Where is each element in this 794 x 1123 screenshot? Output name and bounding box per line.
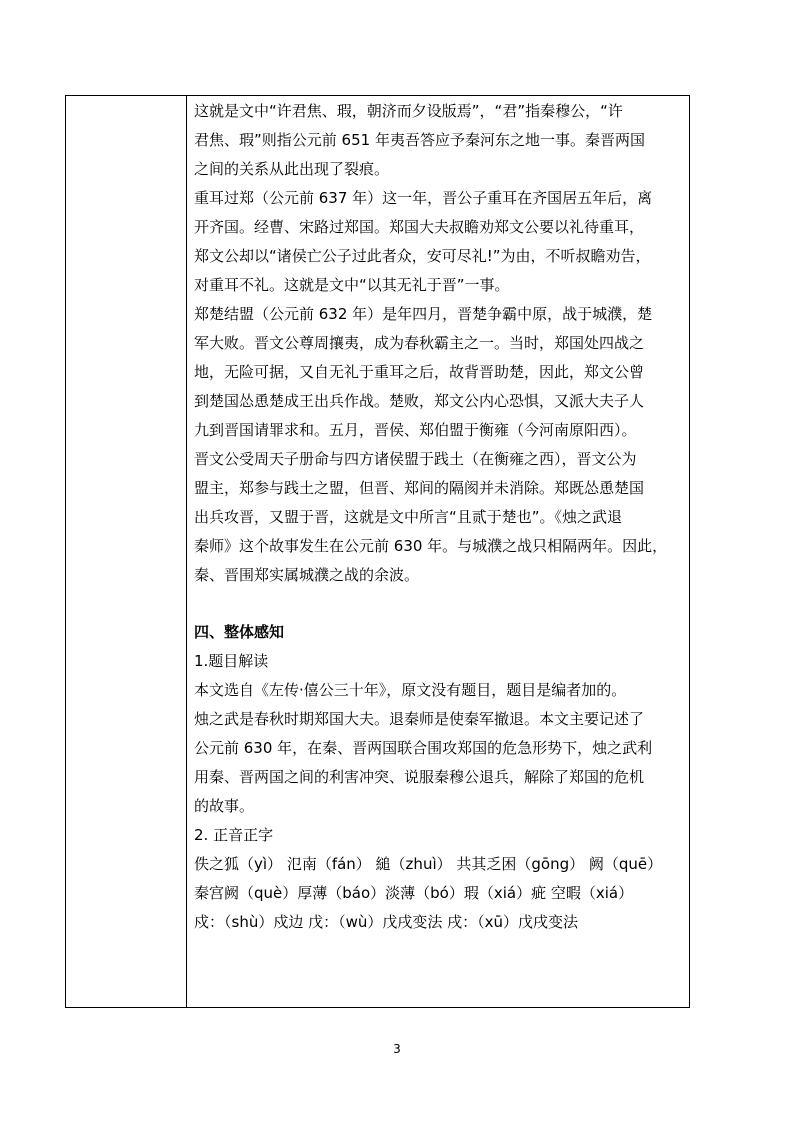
- subheading: 2. 正音正字: [194, 826, 274, 844]
- text-line: 秦师》这个故事发生在公元前 630 年。与城濮之战只相隔两年。因此，: [194, 537, 668, 555]
- text-line: 烛之武是春秋时期郑国大夫。退秦师是使秦军撤退。本文主要记述了: [194, 710, 645, 728]
- text-line: 军大败。晋文公尊周攘夷，成为春秋霸主之一。当时，郑国处四战之: [194, 334, 645, 352]
- pronunciation-line: 佚之狐（yì） 氾南（fán） 縋（zhuì） 共其乏困（gōng） 阙（quē）: [194, 855, 663, 873]
- text-line: 出兵攻晋，又盟于晋，这就是文中所言“且贰于楚也”。《烛之武退: [194, 508, 623, 526]
- text-line: 郑文公却以“诸侯亡公子过此者众，安可尽礼!”为由，不听叔瞻劝告，: [194, 247, 651, 265]
- text-line: 之间的关系从此出现了裂痕。: [194, 160, 390, 178]
- text-line: 重耳过郑（公元前 637 年）这一年，晋公子重耳在齐国居五年后，离: [194, 189, 653, 207]
- text-line: 公元前 630 年，在秦、晋两国联合围攻郑国的危急形势下，烛之武利: [194, 739, 653, 757]
- text-line: 晋文公受周天子册命与四方诸侯盟于践土（在衡雍之西），晋文公为: [194, 450, 637, 468]
- text-line: 盟主，郑参与践土之盟，但晋、郑间的隔阂并未消除。郑既怂恿楚国: [194, 479, 645, 497]
- section-heading: 四、整体感知: [194, 623, 285, 641]
- page-number: 3: [393, 1042, 401, 1056]
- content-table: [65, 95, 690, 1008]
- text-line: 地，无险可据，又自无礼于重耳之后，故背晋助楚，因此，郑文公曾: [194, 363, 645, 381]
- table-column-divider: [186, 96, 187, 1007]
- text-line: 这就是文中“许君焦、瑕，朝济而夕设版焉”，“君”指秦穆公，“许: [194, 102, 623, 120]
- text-line: 到楚国怂恿楚成王出兵作战。楚败，郑文公内心恐惧，又派大夫子人: [194, 392, 645, 410]
- text-line: 君焦、瑕”则指公元前 651 年夷吾答应予秦河东之地一事。秦晋两国: [194, 131, 645, 149]
- text-line: 的故事。: [194, 797, 255, 815]
- blank-line: [194, 590, 686, 618]
- pronunciation-line: 秦宫阙（què）厚薄（báo）淡薄（bó）瑕（xiá）疵 空暇（xiá）: [194, 884, 634, 902]
- text-line: 用秦、晋两国之间的利害冲突、说服秦穆公退兵，解除了郑国的危机: [194, 768, 645, 786]
- text-line: 秦、晋围郑实属城濮之战的余波。: [194, 566, 420, 584]
- text-line: 开齐国。经曹、宋路过郑国。郑国大夫叔瞻劝郑文公要以礼待重耳，: [194, 218, 645, 236]
- text-line: 本文选自《左传·僖公三十年》，原文没有题目，题目是编者加的。: [194, 681, 627, 699]
- pronunciation-line: 戍：（shù）戍边 戊：（wù）戊戌变法 戌：（xū）戊戌变法: [194, 913, 579, 931]
- text-line: 对重耳不礼。这就是文中“以其无礼于晋”一事。: [194, 276, 510, 294]
- text-line: 九到晋国请罪求和。五月，晋侯、郑伯盟于衡雍（今河南原阳西）。: [194, 421, 637, 439]
- subheading: 1.题目解读: [194, 652, 269, 670]
- table-content-cell: [194, 96, 686, 937]
- text-line: 郑楚结盟（公元前 632 年）是年四月，晋楚争霸中原，战于城濮，楚: [194, 305, 653, 323]
